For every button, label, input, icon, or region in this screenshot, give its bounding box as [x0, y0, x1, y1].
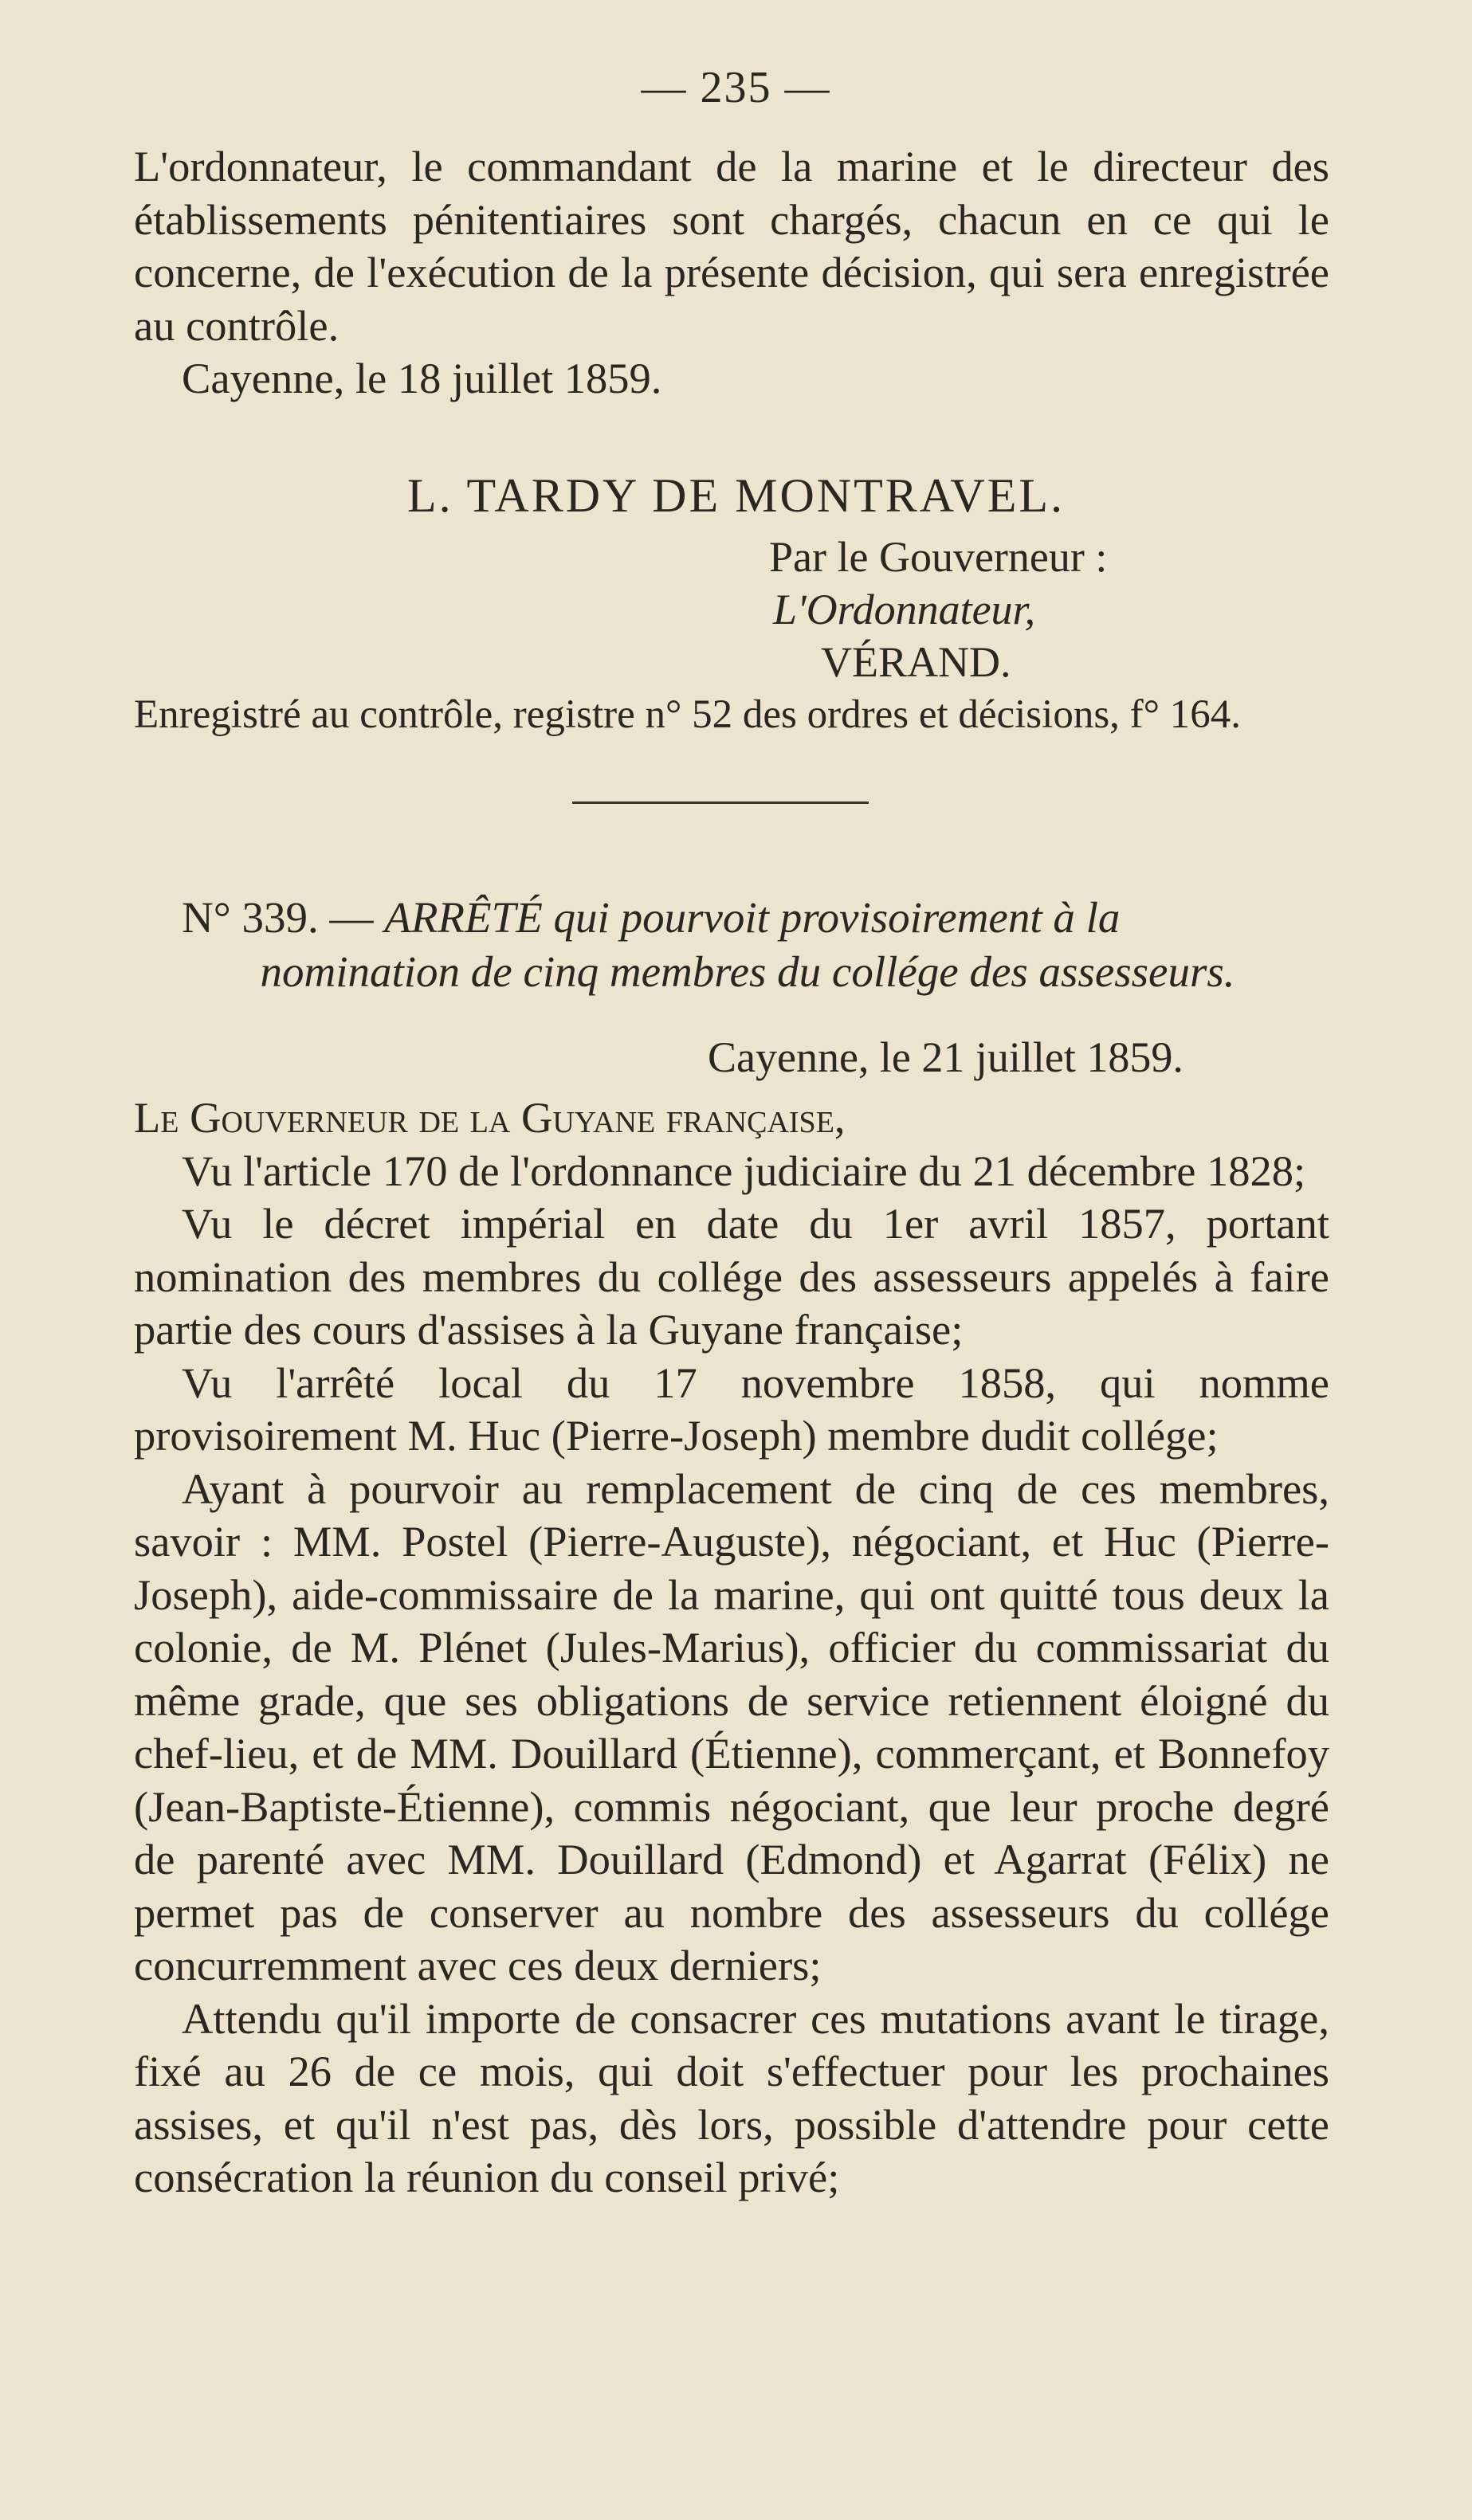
place-date: Cayenne, le 18 juillet 1859. [182, 354, 662, 402]
closing-paragraph: L'ordonnateur, le commandant de la marine et le directeur des établissements pénitentiaires sont chargés, chacun en ce qui le concerne, de l'exécution de la présente décision, qui sera enregistrée au contrôle. [134, 142, 1329, 350]
article-paragraph: Vu l'arrêté local du 17 novembre 1858, qui nomme provisoirement M. Huc (Pierre-Joseph) membre dudit collége; [134, 1358, 1329, 1460]
article-paragraph: Vu l'article 170 de l'ordonnance judiciaire du 21 décembre 1828; [182, 1146, 1306, 1195]
article-body [134, 1091, 1329, 2205]
article-title-line1: ARRÊTÉ qui pourvoit provisoirement à la [384, 893, 1121, 942]
article-paragraph: Vu le décret impérial en date du 1er avril 1857, portant nomination des membres du collége des assesseurs appelés à faire partie des cours d'assises à la Guyane française; [134, 1199, 1329, 1354]
registration-note: Enregistré au contrôle, registre n° 52 des ordres et décisions, f° 164. [134, 692, 1242, 737]
by-order-line: Par le Gouverneur : [769, 533, 1108, 581]
section-divider [572, 801, 869, 804]
article-title-line2: nomination de cinq membres du collége des assesseurs. [260, 947, 1235, 996]
closing-paragraph-block [134, 140, 1329, 406]
article-issuer: Le Gouverneur de la Guyane française, [134, 1093, 846, 1142]
article-paragraph: Attendu qu'il importe de consacrer ces mutations avant le tirage, fixé au 26 de ce mois, qui doit s'effectuer pour les prochaines assises, et qu'il n'est pas, dès lors, possible d'attendre pour cette consécration la réunion du conseil privé; [134, 1993, 1329, 2201]
signatory-name: L. TARDY DE MONTRAVEL. [406, 469, 1066, 522]
article-number: N° 339. [182, 893, 319, 942]
ordonnateur-title: L'Ordonnateur, [773, 586, 1036, 633]
article-date: Cayenne, le 21 juillet 1859. [708, 1033, 1183, 1081]
article-paragraph: Ayant à pourvoir au remplacement de cinq de ces membres, savoir : MM. Postel (Pierre-Auguste), négociant, et Huc (Pierre-Joseph), aide-commissaire de la marine, qui ont quitté tous deux la colonie, de M. Plénet (Jules-Marius), officier du commissariat du même grade, que ses obligations de service retiennent éloigné du chef-lieu, et de MM. Douillard (Étienne), commerçant, et Bonnefoy (Jean-Baptiste-Étienne), commis négociant, que leur proche degré de parenté avec MM. Douillard (Edmond) et Agarrat (Félix) ne permet pas de conserver au nombre des assesseurs du collége concurremment avec ces deux derniers; [134, 1464, 1329, 1989]
article-heading [182, 891, 1313, 999]
article-dash: — [329, 893, 374, 942]
ordonnateur-name: VÉRAND. [821, 638, 1011, 686]
page-number: — 235 — [641, 63, 831, 112]
